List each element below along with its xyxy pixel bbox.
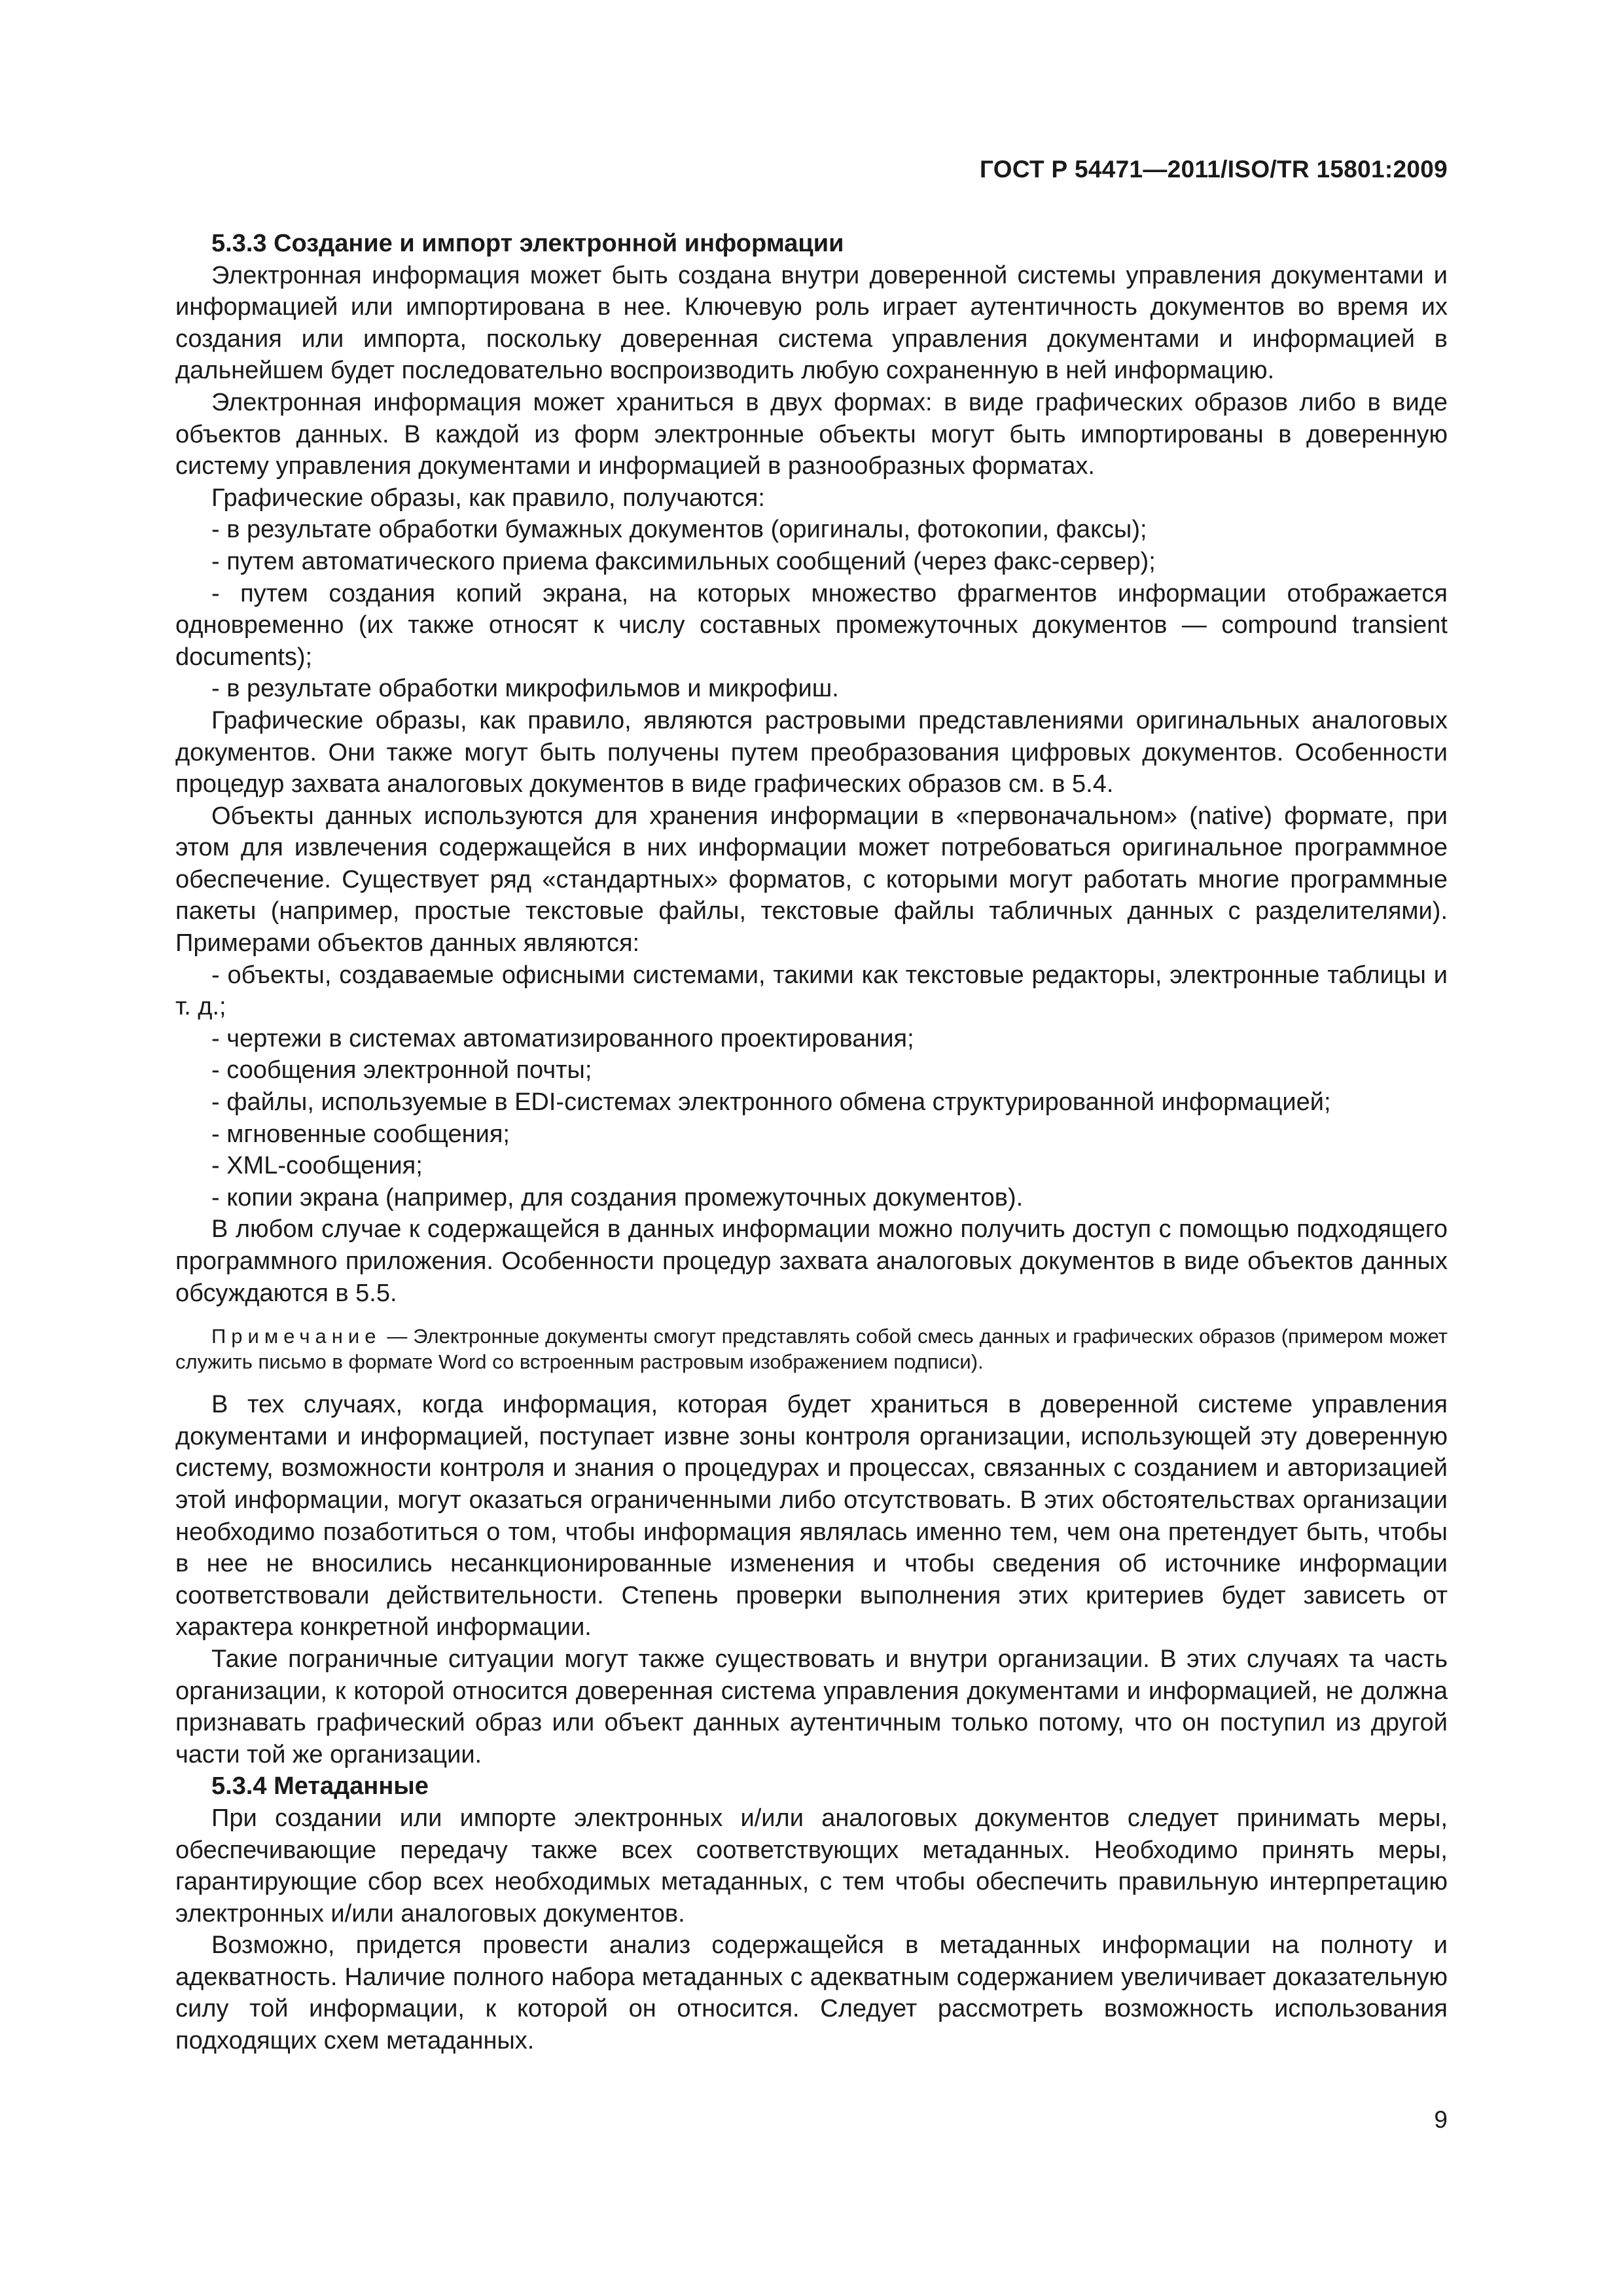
paragraph: Такие пограничные ситуации могут также существовать и внутри организации. В этих случаях та часть организации, к которой относится доверенная система управления документами и информацией, не должна признавать графический образ или объект данных аутентичным только потому, что он поступил из другой части той же организации. <box>175 1645 1448 1768</box>
list-item: - путем автоматического приема факсимильных сообщений (через факс-сервер); <box>211 547 1156 575</box>
paragraph: Графические образы, как правило, являются растровыми представлениями оригинальных аналоговых документов. Они также могут быть получены путем преобразования цифровых документов. Особенности процедур захвата аналоговых документов в виде графических образов см. в 5.4. <box>175 706 1448 798</box>
document-header: ГОСТ Р 54471—2011/ISO/TR 15801:2009 <box>980 156 1448 183</box>
list-item: - файлы, используемые в EDI-системах электронного обмена структурированной информацией; <box>211 1088 1331 1117</box>
list-item: - чертежи в системах автоматизированного проектирования; <box>211 1024 914 1052</box>
note <box>175 1323 1448 1374</box>
list-item: - путем создания копий экрана, на которых множество фрагментов информации отображается одновременно (их также относят к числу составных промежуточных документов — compound transient documents); <box>175 579 1448 671</box>
list-item: - объекты, создаваемые офисными системами, такими как текстовые редакторы, электронные таблицы и т. д.; <box>175 961 1448 1021</box>
paragraph: Электронная информация может быть создана внутри доверенной системы управления документами и информацией или импортирована в нее. Ключевую роль играет аутентичность документов во время их создания или импорта, поскольку доверенная система управления документами и информацией в дальнейшем будет последовательно воспроизводить любую сохраненную в ней информацию. <box>175 261 1448 385</box>
paragraph: Электронная информация может храниться в двух формах: в виде графических образов либо в виде объектов данных. В каждой из форм электронные объекты могут быть импортированы в доверенную систему управления документами и информацией в разнообразных форматах. <box>175 388 1448 480</box>
paragraph: Возможно, придется провести анализ содержащейся в метаданных информации на полноту и адекватность. Наличие полного набора метаданных с адекватным содержанием увеличивает доказательную силу той информации, к которой он относится. Следует рассмотреть возможность использования подходящих схем метаданных. <box>175 1931 1448 2055</box>
paragraph: При создании или импорте электронных и/или аналоговых документов следует принимать меры, обеспечивающие передачу также всех соответствующих метаданных. Необходимо принять меры, гарантирующие сбор всех необходимых метаданных, с тем чтобы обеспечить правильную интерпретацию электронных и/или аналоговых документов. <box>175 1804 1448 1928</box>
section-heading-5-3-3: 5.3.3 Создание и импорт электронной информации <box>211 230 844 257</box>
page-number: 9 <box>1434 2106 1448 2133</box>
note-label: Примечание <box>211 1325 382 1348</box>
paragraph: Графические образы, как правило, получаются: <box>211 484 765 512</box>
list-item: - в результате обработки микрофильмов и микрофиш. <box>211 675 839 703</box>
paragraph: Объекты данных используются для хранения информации в «первоначальном» (native) формате, при этом для извлечения содержащейся в них информации может потребоваться оригинальное программное обеспечение. Существует ряд «стандартных» форматов, с которыми могут работать многие программные пакеты (например, простые текстовые файлы, текстовые файлы табличных данных с разделителями). Примерами объектов данных являются: <box>175 802 1448 958</box>
paragraph: В тех случаях, когда информация, которая будет храниться в доверенной системе управления документами и информацией, поступает извне зоны контроля организации, использующей эту доверенную систему, возможности контроля и знания о процедурах и процессах, связанных с созданием и авторизацией этой информации, могут оказаться ограниченными либо отсутствовать. В этих обстоятельствах организации необходимо позаботиться о том, чтобы информация являлась именно тем, чем она претендует быть, чтобы в нее не вносились несанкционированные изменения и чтобы сведения об источнике информации соответствовали действительности. Степень проверки выполнения этих критериев будет зависеть от характера конкретной информации. <box>175 1391 1448 1641</box>
section-heading-5-3-4: 5.3.4 Метаданные <box>211 1772 429 1801</box>
document-body <box>175 228 1448 2057</box>
paragraph: В любом случае к содержащейся в данных информации можно получить доступ с помощью подходящего программного приложения. Особенности процедур захвата аналоговых документов в виде объектов данных обсуждаются в 5.5. <box>175 1215 1448 1307</box>
list-item: - XML-сообщения; <box>211 1152 423 1180</box>
list-item: - в результате обработки бумажных документов (оригиналы, фотокопии, факсы); <box>211 516 1147 544</box>
note-text: — Электронные документы смогут представлять собой смесь данных и графических образов (примером может служить письмо в формате Word со встроенным растровым изображением подписи). <box>175 1325 1448 1374</box>
list-item: - мгновенные сообщения; <box>211 1120 510 1148</box>
list-item: - сообщения электронной почты; <box>211 1056 592 1085</box>
list-item: - копии экрана (например, для создания промежуточных документов). <box>211 1183 1024 1211</box>
